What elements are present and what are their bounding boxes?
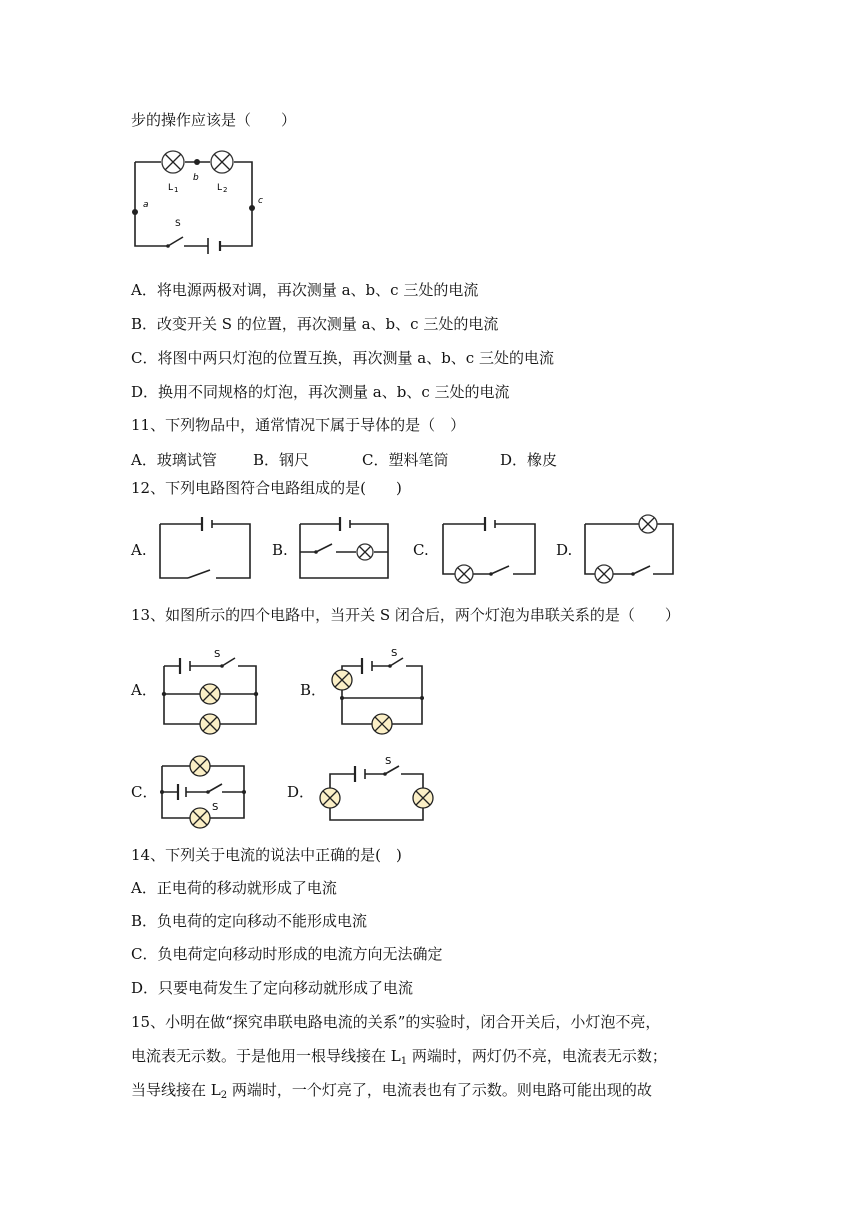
q13-label-b: B． [300, 681, 327, 699]
q13-circuit-b [330, 646, 426, 738]
q12-circuit-a [158, 514, 252, 580]
q13-circuit-c [160, 752, 248, 834]
q13-circuit-a [162, 648, 258, 738]
q10-option-a: A．将电源两极对调，再次测量 a、b、c 三处的电流 [131, 281, 479, 299]
q13-stem: 13、如图所示的四个电路中，当开关 S 闭合后，两个灯泡为串联关系的是（ ） [131, 606, 680, 624]
svg-text:1: 1 [174, 186, 179, 194]
svg-text:S: S [385, 756, 392, 767]
switch-s-icon [168, 237, 183, 246]
svg-text:S: S [175, 219, 181, 229]
q14-option-b: B．负电荷的定向移动不能形成电流 [131, 912, 368, 930]
q12-circuit-c [441, 514, 537, 580]
q11-option-a: A．玻璃试管 [131, 451, 217, 469]
q13-circuit-d [317, 754, 435, 824]
svg-text:S: S [212, 802, 219, 813]
svg-text:L: L [168, 183, 174, 193]
q12-stem: 12、下列电路图符合电路组成的是( ) [131, 479, 402, 497]
q11-stem: 11、下列物品中，通常情况下属于导体的是（ ） [131, 416, 466, 434]
svg-text:S: S [214, 649, 221, 660]
q14-option-d: D．只要电荷发生了定向移动就形成了电流 [131, 979, 414, 997]
q10-stem-tail: 步的操作应该是（ ） [131, 111, 297, 129]
q14-stem: 14、下列关于电流的说法中正确的是( ) [131, 846, 402, 864]
svg-text:b: b [193, 173, 199, 183]
q12-circuit-b [298, 514, 390, 580]
q15-line-1: 15、小明在做“探究串联电路电流的关系”的实验时，闭合开关后，小灯泡不亮， [131, 1013, 661, 1031]
svg-text:2: 2 [223, 186, 228, 194]
q15-line-3: 当导线接在 $L_2$ 两端时，一个灯亮了，电流表也有了示数。则电路可能出现的故 [131, 1081, 652, 1101]
q10-option-d: D．换用不同规格的灯泡，再次测量 a、b、c 三处的电流 [131, 383, 510, 401]
q13-label-c: C． [131, 783, 158, 801]
q14-option-a: A．正电荷的移动就形成了电流 [131, 879, 337, 897]
svg-text:S: S [391, 648, 398, 659]
q12-label-d: D. [556, 541, 573, 559]
q12-label-c: C. [413, 541, 429, 559]
svg-text:L: L [217, 183, 223, 193]
svg-text:a: a [143, 200, 149, 210]
q10-circuit-diagram [128, 148, 268, 260]
q14-option-c: C．负电荷定向移动时形成的电流方向无法确定 [131, 945, 443, 963]
q11-option-b: B．钢尺 [253, 451, 310, 469]
q15-line-2: 电流表无示数。于是他用一根导线接在 $L_1$ 两端时，两灯仍不亮，电流表无示数； [131, 1047, 667, 1067]
q13-label-a: A． [131, 681, 157, 699]
q12-circuit-d [583, 514, 675, 582]
q13-label-d: D． [287, 783, 315, 801]
svg-text:c: c [258, 196, 263, 206]
q12-label-a: A. [131, 541, 147, 559]
q11-option-c: C．塑料笔筒 [362, 451, 449, 469]
q10-option-c: C．将图中两只灯泡的位置互换，再次测量 a、b、c 三处的电流 [131, 349, 554, 367]
q11-option-d: D．橡皮 [500, 451, 558, 469]
q10-option-b: B．改变开关 S 的位置，再次测量 a、b、c 三处的电流 [131, 315, 499, 333]
q12-label-b: B. [272, 541, 288, 559]
